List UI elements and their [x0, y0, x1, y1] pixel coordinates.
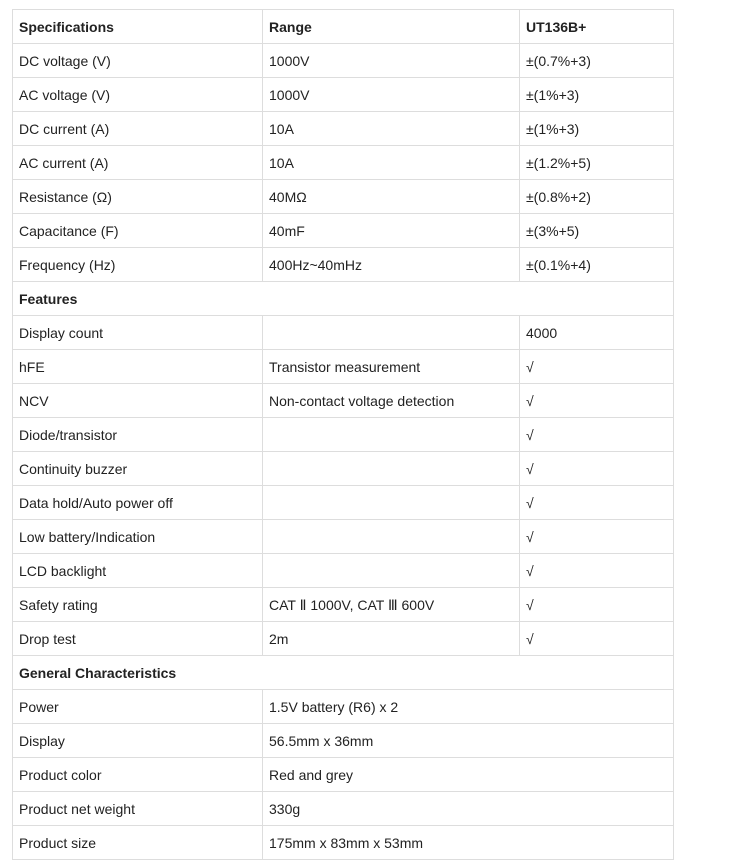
table-row [13, 112, 674, 146]
table-row [13, 316, 674, 350]
section-title-general: General Characteristics [13, 656, 674, 690]
table-row [13, 452, 674, 486]
general-name: Product color [13, 758, 263, 792]
feature-value: √ [520, 554, 674, 588]
feature-name: Drop test [13, 622, 263, 656]
table-row [13, 350, 674, 384]
feature-name: Data hold/Auto power off [13, 486, 263, 520]
table-row [13, 792, 674, 826]
spec-name: Resistance (Ω) [13, 180, 263, 214]
feature-value: √ [520, 622, 674, 656]
spec-range: 400Hz~40mHz [263, 248, 520, 282]
table-row [13, 78, 674, 112]
table-row [13, 248, 674, 282]
table-row [13, 588, 674, 622]
table-row [13, 690, 674, 724]
table-row [13, 758, 674, 792]
header-row [13, 10, 674, 44]
spec-name: Capacitance (F) [13, 214, 263, 248]
feature-name: Display count [13, 316, 263, 350]
feature-description [263, 316, 520, 350]
spec-range: 10A [263, 112, 520, 146]
general-name: Product net weight [13, 792, 263, 826]
feature-description: CAT Ⅱ 1000V, CAT Ⅲ 600V [263, 588, 520, 622]
spec-range: 1000V [263, 78, 520, 112]
general-value: 56.5mm x 36mm [263, 724, 674, 758]
spec-name: Frequency (Hz) [13, 248, 263, 282]
feature-value: √ [520, 486, 674, 520]
table-row [13, 384, 674, 418]
feature-value: √ [520, 452, 674, 486]
feature-name: Continuity buzzer [13, 452, 263, 486]
feature-description: 2m [263, 622, 520, 656]
table-row [13, 146, 674, 180]
spec-range: 40MΩ [263, 180, 520, 214]
table-row [13, 418, 674, 452]
spec-range: 40mF [263, 214, 520, 248]
spec-value: ±(0.1%+4) [520, 248, 674, 282]
feature-description [263, 418, 520, 452]
table-row [13, 622, 674, 656]
header-range: Range [263, 10, 520, 44]
general-name: Display [13, 724, 263, 758]
feature-description [263, 452, 520, 486]
spec-value: ±(1%+3) [520, 112, 674, 146]
table-row [13, 180, 674, 214]
general-value: 1.5V battery (R6) x 2 [263, 690, 674, 724]
feature-name: NCV [13, 384, 263, 418]
section-title-features: Features [13, 282, 674, 316]
table-row [13, 520, 674, 554]
general-name: Product size [13, 826, 263, 860]
feature-name: Diode/transistor [13, 418, 263, 452]
feature-description [263, 554, 520, 588]
table-row [13, 214, 674, 248]
spec-value: ±(1%+3) [520, 78, 674, 112]
general-name: Power [13, 690, 263, 724]
table-row [13, 826, 674, 860]
spec-name: AC current (A) [13, 146, 263, 180]
header-model: UT136B+ [520, 10, 674, 44]
feature-name: hFE [13, 350, 263, 384]
general-value: Red and grey [263, 758, 674, 792]
spec-value: ±(3%+5) [520, 214, 674, 248]
feature-value: √ [520, 384, 674, 418]
spec-range: 1000V [263, 44, 520, 78]
feature-name: Safety rating [13, 588, 263, 622]
spec-value: ±(0.8%+2) [520, 180, 674, 214]
spec-name: AC voltage (V) [13, 78, 263, 112]
table-row [13, 724, 674, 758]
section-row-general [13, 656, 674, 690]
feature-value: √ [520, 418, 674, 452]
feature-name: LCD backlight [13, 554, 263, 588]
spec-value: ±(0.7%+3) [520, 44, 674, 78]
feature-value: √ [520, 350, 674, 384]
general-value: 330g [263, 792, 674, 826]
feature-description [263, 520, 520, 554]
spec-value: ±(1.2%+5) [520, 146, 674, 180]
spec-name: DC voltage (V) [13, 44, 263, 78]
table-row [13, 44, 674, 78]
feature-value: 4000 [520, 316, 674, 350]
feature-name: Low battery/Indication [13, 520, 263, 554]
feature-description: Transistor measurement [263, 350, 520, 384]
general-value: 175mm x 83mm x 53mm [263, 826, 674, 860]
table-row [13, 554, 674, 588]
feature-value: √ [520, 520, 674, 554]
spec-name: DC current (A) [13, 112, 263, 146]
spec-range: 10A [263, 146, 520, 180]
feature-description: Non-contact voltage detection [263, 384, 520, 418]
table-row [13, 486, 674, 520]
header-specifications: Specifications [13, 10, 263, 44]
feature-value: √ [520, 588, 674, 622]
feature-description [263, 486, 520, 520]
section-row-features [13, 282, 674, 316]
spec-table [12, 9, 674, 860]
